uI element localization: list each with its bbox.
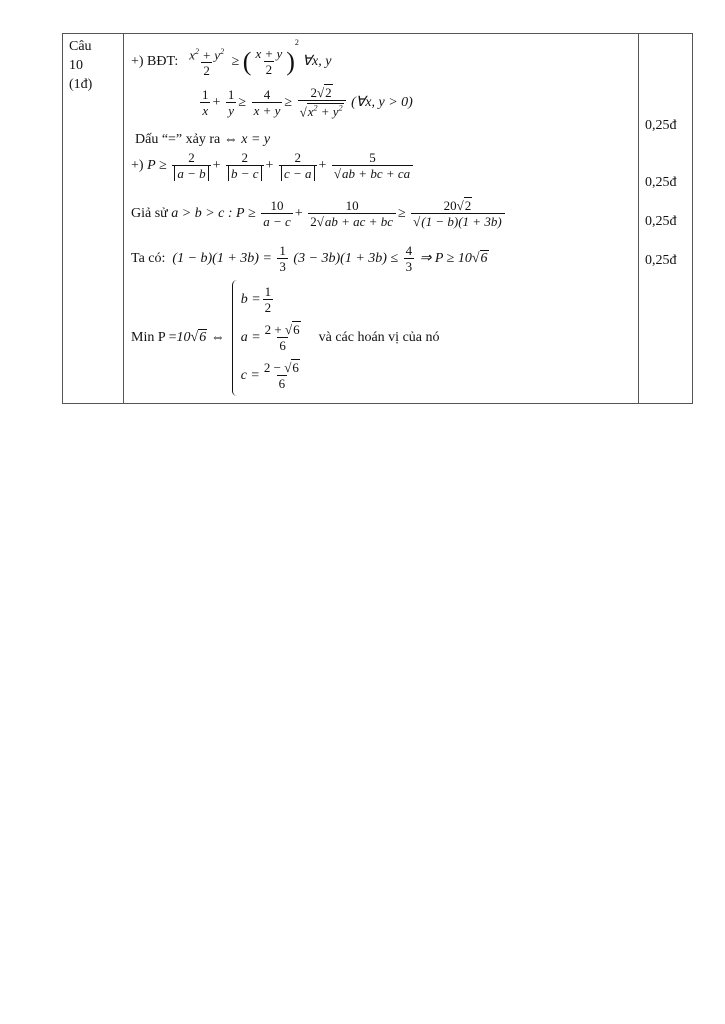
system-brace [232, 280, 237, 396]
equality-condition: ⇔ x = y [223, 132, 271, 147]
p-prefix: +) [131, 158, 144, 174]
score-2: 0,25đ [645, 175, 677, 190]
score-4: 0,25đ [645, 253, 677, 268]
question-label [69, 37, 92, 94]
question-number: 10 [69, 58, 83, 73]
line-min: Min P =10√6 ⇔ b = $\frac{1}{2}$ a = $\frac{2 + √6}{6}$ và các hoán vị của nó c = $\frac{2 - √6}{6}$ [131, 280, 440, 396]
forall-condition: ∀x, y [302, 54, 332, 69]
assume-text: Giả sử [131, 206, 168, 222]
min-label: Min P = [131, 330, 177, 346]
score-1: 0,25đ [645, 118, 677, 133]
score-3: 0,25đ [645, 214, 677, 229]
line-taco: Ta có: (1 − b)(1 + 3b) = $\frac{1}{3}$ (3 − 3b)(1 + 3b) ≤ $\frac{4}{3}$ ⇒ P ≥ 10√6 [131, 243, 488, 274]
positivity-condition: (∀x, y > 0) [351, 94, 413, 110]
line-p-bound: +) P ≥ $\frac{2}{a - b}$ + $\frac{2}{b - c}$ + $\frac{2}{c - a}$ + $\frac{5}{√ab + bc + ca}$ [131, 151, 415, 181]
line-equality [135, 132, 270, 148]
question-word: Câu [69, 39, 92, 54]
column-divider [123, 34, 124, 403]
line-assume: Giả sử a > b > c : P ≥ $\frac{10}{a - c}$ + $\frac{10}{2√ab + ac + bc}$ ≥ $\frac{20√2}{√(1 - b)(1 + 3b)}$ [131, 199, 507, 229]
question-points: (1đ) [69, 77, 93, 92]
line-bdt: +) BĐT: $\frac{x^2 + y^2}{2}$ ≥ ( $\frac{x + y}{2}$ )$^2$ ∀x, y [131, 38, 332, 79]
answer-table [62, 33, 693, 404]
min-suffix: và các hoán vị của nó [318, 330, 440, 345]
taco-text: Ta có: [131, 251, 166, 267]
column-divider [638, 34, 639, 403]
solution-system: b = $\frac{1}{2}$ a = $\frac{2 + √6}{6}$ và các hoán vị của nó c = $\frac{2 - √6}{6}$ [240, 284, 440, 391]
assume-condition: a > b > c : [171, 206, 233, 222]
equality-text: Dấu “=” xảy ra [135, 132, 221, 147]
bdt-prefix: +) BĐT: [131, 54, 179, 69]
line-ineq2: $\frac{1}{x}$ + $\frac{1}{y}$ ≥ $\frac{4}{x + y}$ ≥ $\frac{2√2}{√x^2 + y^2}$ (∀x, y > 0) [202, 85, 413, 120]
